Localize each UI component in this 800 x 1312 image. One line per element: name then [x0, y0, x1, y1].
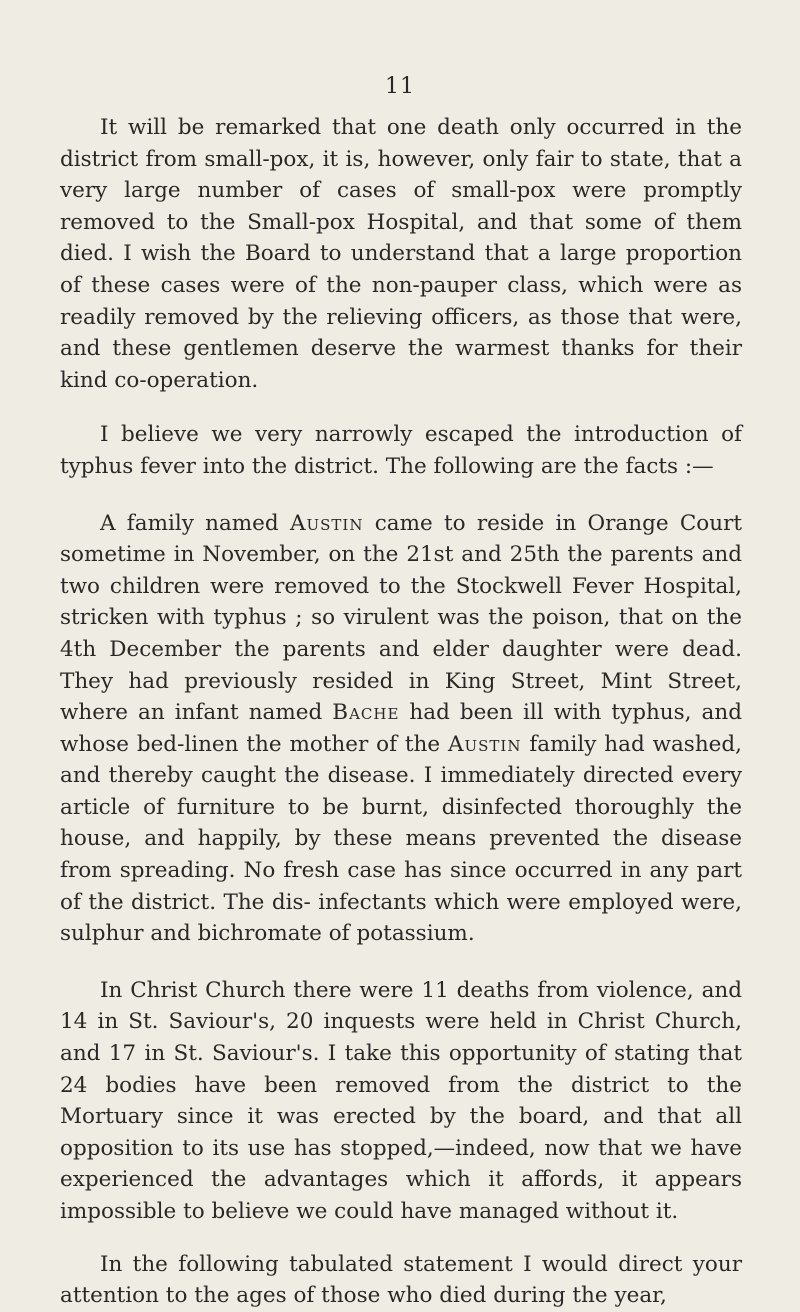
paragraph-inquests-mortuary: [60, 975, 742, 1228]
paragraph-austin-family: [60, 508, 742, 950]
paragraph-text: family had washed, and thereby caught the disease. I immediately directed every article of furniture to be burnt, disinfected thoroughly the house, and happily, by these means prevented the disease from spreading. No fresh case has since occurred in any part of the district. The dis- infectants which were employed were, sulphur and bichromate of potassium.: [60, 731, 742, 947]
paragraph-text: I believe we very narrowly escaped the introduction of typhus fever into the district. The following are the facts :—: [60, 422, 742, 479]
body-text: [60, 112, 742, 1312]
surname-austin: Austin: [447, 731, 522, 757]
page-number: 11: [385, 74, 415, 99]
paragraph-smallpox: [60, 112, 742, 396]
paragraph-text: In Christ Church there were 11 deaths from violence, and 14 in St. Saviour's, 20 inquests were held in Christ Church, and 17 in St. Saviour's. I take this opportunity of stating that 24 bodies have been removed from the district to the Mortuary since it was erected by the board, and that all opposition to its use has stopped,—indeed, now that we have experienced the advantages which it affords, it appears impossible to believe we could have managed without it.: [60, 977, 742, 1224]
paragraph-text: had been ill with typhus, and whose bed-linen the mother of the: [60, 700, 742, 757]
paragraph-text: A family named: [100, 510, 290, 536]
paragraph-typhus-intro: [60, 419, 742, 482]
paragraph-text: In the following tabulated statement I would direct your attention to the ages of those who died during the year,: [60, 1251, 742, 1309]
paragraph-text: came to reside in Orange Court sometime in November, on the 21st and 25th the parents and two children were removed to the Stockwell Fever Hospital, stricken with typhus ; so virulent was the poison, that on the 4th December the parents and elder daughter were dead. They had previously resided in King Street, Mint Street, where an infant named: [60, 510, 742, 726]
paragraph-text: It will be remarked that one death only occurred in the district from small-pox, it is, however, only fair to state, that a very large number of cases of small-pox were promptly removed to the Small-pox Hospital, and that some of them died. I wish the Board to understand that a large proportion of these cases were of the non-pauper class, which were as readily removed by the relieving officers, as those that were, and these gentlemen deserve the warmest thanks for their kind co-operation.: [60, 115, 742, 393]
paragraph-tabulated-statement: [60, 1249, 742, 1312]
surname-austin: Austin: [289, 510, 364, 536]
surname-bache: Bache: [332, 700, 400, 726]
